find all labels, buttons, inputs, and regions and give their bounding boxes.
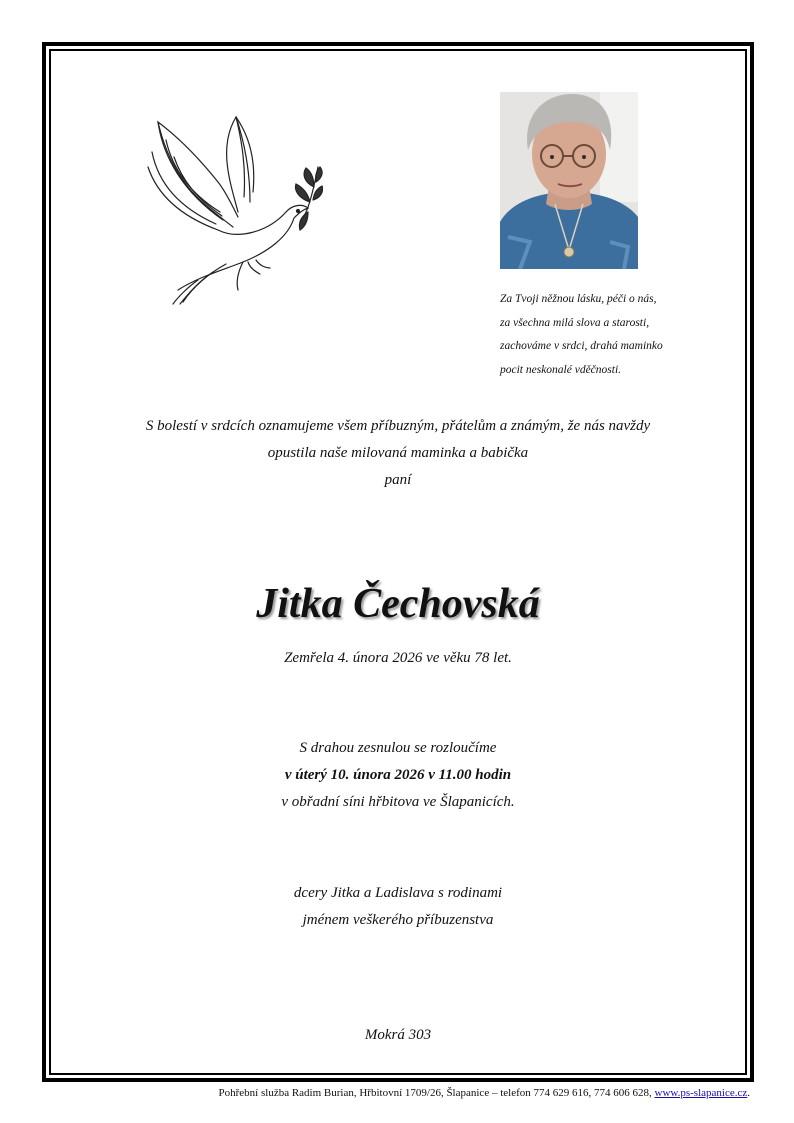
dove-with-olive-branch-image	[138, 112, 323, 307]
mourners-line-1: dcery Jitka a Ladislava s rodinami	[293, 885, 503, 901]
poem-line: Za Tvoji něžnou lásku, péči o nás,	[500, 293, 657, 305]
poem-line: za všechna milá slova a starosti,	[500, 316, 650, 329]
poem-line: zachováme v srdci, drahá maminko	[500, 340, 663, 352]
memorial-poem	[500, 288, 740, 382]
portrait-photo	[500, 92, 638, 269]
poem-line: pocit neskonalé vděčnosti.	[500, 363, 622, 376]
ceremony-date-line: v úterý 10. února 2026 v 11.00 hodin	[284, 767, 512, 783]
footer-end: .	[747, 1087, 750, 1099]
mourners-line-2: jménem veškerého příbuzenstva	[302, 912, 494, 928]
death-date-line: Zemřela 4. února 2026 ve věku 78 let.	[284, 650, 512, 666]
ceremony-line-1: S drahou zesnulou se rozloučíme	[299, 740, 497, 756]
website-link[interactable]: www.ps-slapanice.cz	[654, 1087, 748, 1099]
announcement-line-2: opustila naše milovaná maminka a babička	[267, 445, 529, 461]
announcement-line-1: S bolestí v srdcích oznamujeme všem příbuzným, přátelům a známým, že nás navždy	[145, 418, 651, 434]
footer-text: Pohřební služba Radim Burian, Hřbitovní 1709/26, Šlapanice – telefon 774 629 616, 774 606 628,	[218, 1087, 655, 1099]
ceremony-place-line: v obřadní síni hřbitova ve Šlapanicích.	[281, 794, 515, 810]
address: Mokrá 303	[364, 1027, 432, 1043]
funeral-service-footer	[219, 1087, 750, 1099]
deceased-name: Jitka Čechovská	[256, 581, 540, 627]
announcement-line-3: paní	[384, 472, 412, 488]
